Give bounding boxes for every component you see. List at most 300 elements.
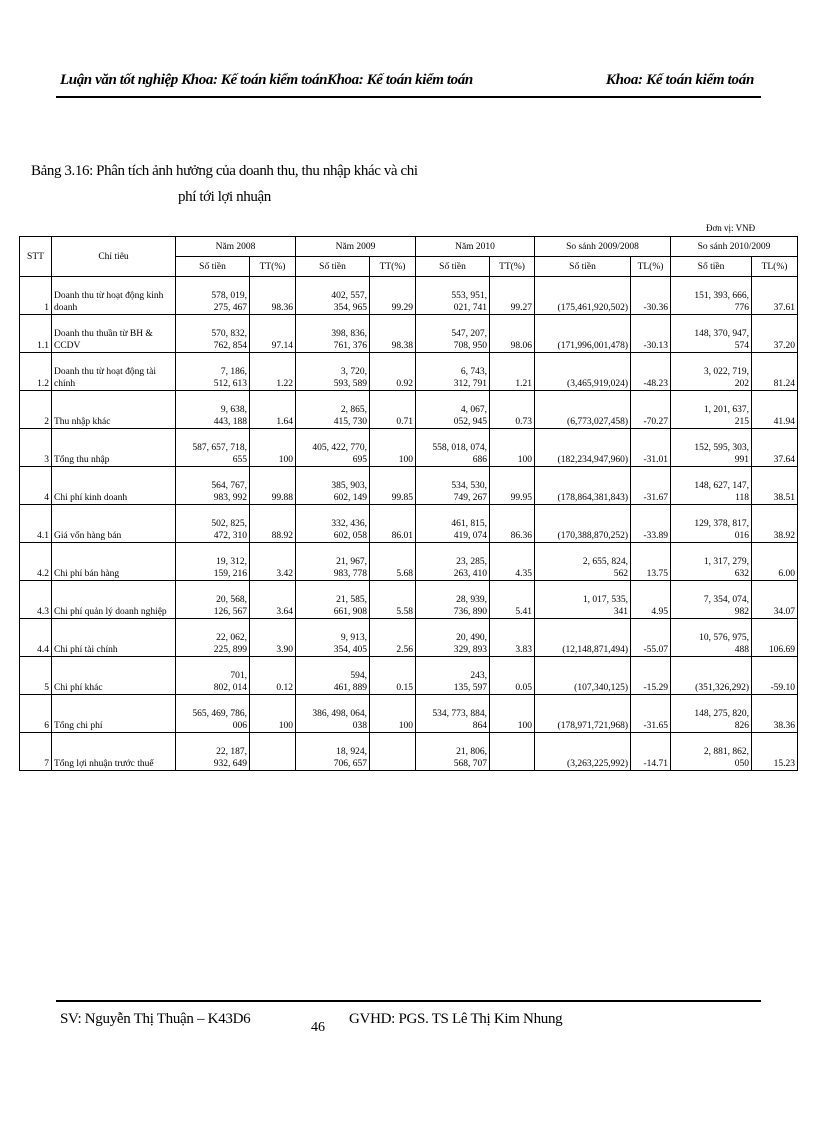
cell-rate-0908: [631, 429, 671, 467]
cell-pct-2009: [370, 619, 416, 657]
cell-pct-2009: [370, 543, 416, 581]
cell-amount-2008: [176, 657, 250, 695]
cell-pct-2010: [490, 277, 535, 315]
cell-label-text: Chi phí khác: [54, 683, 103, 693]
cell-pct-2009-text: 86.01: [391, 531, 413, 541]
cell-rate-0908: [631, 315, 671, 353]
header-right-text: Khoa: Kế toán kiểm toán: [605, 72, 754, 88]
cell-amount-1009-text: 152, 595, 303, 991: [694, 443, 749, 465]
cell-rate-0908-text: -48.23: [643, 379, 668, 389]
cell-amount-2009-text: 332, 436, 602, 058: [331, 519, 367, 541]
cell-amount-2010-text: 547, 207, 708, 950: [451, 329, 487, 351]
cell-amount-2009: [296, 695, 370, 733]
header-divider: [56, 96, 761, 98]
cell-amount-2010: [416, 391, 490, 429]
cell-pct-2008-text: 88.92: [271, 531, 293, 541]
subheader-amount-2009: Số tiền: [296, 257, 370, 277]
cell-stt-text: 4.1: [37, 531, 49, 541]
table-row: [20, 733, 798, 771]
table-row: [20, 429, 798, 467]
cell-amount-0908: [535, 505, 631, 543]
cell-pct-2008-text: 3.42: [276, 569, 293, 579]
header-year-2009: Năm 2009: [296, 237, 416, 257]
cell-rate-0908-text: -30.13: [643, 341, 668, 351]
cell-label: [52, 315, 176, 353]
table-title-line1: Bảng 3.16: Phân tích ảnh hưởng của doanh thu, thu nhập khác và chi: [31, 163, 418, 179]
cell-rate-1009-text: 37.61: [773, 303, 795, 313]
cell-amount-1009-text: 1, 317, 279, 632: [703, 557, 749, 579]
cell-amount-2008-text: 20, 568, 126, 567: [213, 595, 247, 617]
cell-amount-2008-text: 19, 312, 159, 216: [213, 557, 247, 579]
table-row: [20, 505, 798, 543]
cell-pct-2010-text: 99.27: [510, 303, 532, 313]
cell-amount-1009: [671, 505, 752, 543]
cell-label: [52, 733, 176, 771]
cell-amount-2008: [176, 505, 250, 543]
cell-label: [52, 695, 176, 733]
cell-amount-2010-text: 23, 285, 263, 410: [453, 557, 487, 579]
cell-amount-2008-text: 587, 657, 718, 655: [192, 443, 247, 465]
cell-amount-2008: [176, 467, 250, 505]
page-number: 46: [311, 1020, 325, 1035]
cell-rate-1009: [752, 619, 798, 657]
cell-rate-0908: [631, 657, 671, 695]
cell-amount-2008-text: 9, 638, 443, 188: [213, 405, 247, 427]
cell-rate-1009-text: 37.20: [773, 341, 795, 351]
cell-pct-2009: [370, 581, 416, 619]
cell-amount-1009: [671, 353, 752, 391]
cell-pct-2010: [490, 695, 535, 733]
cell-amount-2009-text: 402, 557, 354, 965: [331, 291, 367, 313]
cell-pct-2010: [490, 619, 535, 657]
cell-amount-1009-text: 2, 881, 862, 050: [703, 747, 749, 769]
cell-pct-2008-text: 98.36: [271, 303, 293, 313]
cell-pct-2008-text: 1.64: [276, 417, 293, 427]
cell-amount-2008: [176, 315, 250, 353]
cell-pct-2010: [490, 657, 535, 695]
cell-amount-1009-text: 148, 275, 820, 826: [694, 709, 749, 731]
subheader-amount-2010: Số tiền: [416, 257, 490, 277]
cell-amount-2010-text: 461, 815, 419, 074: [451, 519, 487, 541]
cell-pct-2009: [370, 467, 416, 505]
cell-rate-0908-text: 13.75: [646, 569, 668, 579]
cell-amount-2009: [296, 657, 370, 695]
cell-amount-2010: [416, 581, 490, 619]
cell-stt-text: 4.3: [37, 607, 49, 617]
cell-amount-2009: [296, 391, 370, 429]
cell-pct-2008-text: 3.90: [276, 645, 293, 655]
cell-amount-2008: [176, 429, 250, 467]
cell-amount-2009-text: 2, 865, 415, 730: [333, 405, 367, 427]
cell-amount-1009: [671, 619, 752, 657]
cell-amount-2010-text: 20, 490, 329, 893: [453, 633, 487, 655]
cell-amount-0908: [535, 277, 631, 315]
cell-pct-2010: [490, 733, 535, 771]
cell-amount-2008-text: 7, 186, 512, 613: [213, 367, 247, 389]
cell-amount-0908: [535, 657, 631, 695]
cell-amount-0908-text: (170,388,870,252): [557, 531, 628, 541]
cell-amount-0908-text: (3,263,225,992): [567, 759, 628, 769]
cell-label-text: Chi phí quản lý doanh nghiệp: [54, 607, 167, 617]
unit-label: Đơn vị: VNĐ: [706, 223, 756, 233]
cell-pct-2010-text: 99.95: [510, 493, 532, 503]
cell-label-text: Doanh thu thuần từ BH & CCDV: [54, 329, 153, 351]
cell-amount-0908: [535, 733, 631, 771]
cell-amount-1009: [671, 581, 752, 619]
cell-amount-1009: [671, 467, 752, 505]
cell-amount-2008-text: 564, 767, 983, 992: [211, 481, 247, 503]
cell-amount-1009: [671, 695, 752, 733]
cell-rate-1009: [752, 543, 798, 581]
cell-amount-2009-text: 594, 461, 889: [333, 671, 367, 693]
cell-rate-1009-text: 34.07: [773, 607, 795, 617]
cell-rate-0908-text: -31.67: [643, 493, 668, 503]
cell-amount-2009-text: 386, 498, 064, 038: [312, 709, 367, 731]
cell-amount-2009-text: 21, 585, 661, 908: [333, 595, 367, 617]
cell-amount-0908: [535, 315, 631, 353]
cell-amount-0908: [535, 391, 631, 429]
table-body: [20, 277, 798, 771]
cell-pct-2009-text: 5.68: [396, 569, 413, 579]
cell-stt: [20, 543, 52, 581]
cell-rate-1009: [752, 429, 798, 467]
footer-divider: [56, 1000, 761, 1002]
cell-pct-2010: [490, 581, 535, 619]
cell-stt-text: 4: [44, 493, 49, 503]
cell-rate-0908-text: -55.07: [643, 645, 668, 655]
cell-amount-0908-text: (178,971,721,968): [557, 721, 628, 731]
cell-amount-2010-text: 534, 530, 749, 267: [451, 481, 487, 503]
cell-stt: [20, 353, 52, 391]
cell-amount-2010: [416, 277, 490, 315]
cell-amount-2008: [176, 391, 250, 429]
cell-amount-2008: [176, 581, 250, 619]
cell-amount-0908-text: (6,773,027,458): [567, 417, 628, 427]
header-compare-0908: So sánh 2009/2008: [535, 237, 671, 257]
cell-amount-2008-text: 502, 825, 472, 310: [211, 519, 247, 541]
cell-rate-0908-text: -31.01: [643, 455, 668, 465]
cell-label-text: Doanh thu từ hoạt động kinh doanh: [54, 291, 164, 313]
cell-pct-2009: [370, 391, 416, 429]
cell-amount-2009: [296, 581, 370, 619]
cell-pct-2009-text: 99.29: [391, 303, 413, 313]
cell-amount-2010: [416, 429, 490, 467]
cell-amount-2009-text: 9, 913, 354, 405: [333, 633, 367, 655]
cell-pct-2010-text: 100: [517, 721, 532, 731]
cell-stt-text: 1.1: [37, 341, 49, 351]
cell-amount-2010: [416, 733, 490, 771]
cell-amount-2008-text: 570, 832, 762, 854: [211, 329, 247, 351]
cell-amount-1009: [671, 657, 752, 695]
cell-rate-1009: [752, 733, 798, 771]
cell-pct-2008: [250, 733, 296, 771]
cell-amount-0908: [535, 581, 631, 619]
cell-pct-2009: [370, 695, 416, 733]
cell-amount-0908: [535, 695, 631, 733]
cell-stt-text: 5: [44, 683, 49, 693]
cell-stt-text: 2: [44, 417, 49, 427]
table-row: [20, 581, 798, 619]
cell-amount-2009-text: 398, 836, 761, 376: [331, 329, 367, 351]
subheader-pct-2009: TT(%): [370, 257, 416, 277]
cell-rate-1009-text: 37.64: [773, 455, 795, 465]
cell-rate-0908: [631, 391, 671, 429]
cell-rate-1009: [752, 581, 798, 619]
cell-amount-2010-text: 21, 806, 568, 707: [453, 747, 487, 769]
table-row: [20, 315, 798, 353]
cell-stt: [20, 315, 52, 353]
cell-rate-0908: [631, 277, 671, 315]
cell-label-text: Thu nhập khác: [54, 417, 111, 427]
cell-amount-1009: [671, 429, 752, 467]
cell-rate-1009-text: 15.23: [773, 759, 795, 769]
cell-label: [52, 581, 176, 619]
cell-amount-2008: [176, 277, 250, 315]
header-year-2010: Năm 2010: [416, 237, 535, 257]
cell-stt: [20, 581, 52, 619]
cell-rate-0908: [631, 467, 671, 505]
cell-rate-0908-text: -14.71: [643, 759, 668, 769]
subheader-amount-1009: Số tiền: [671, 257, 752, 277]
table-row: [20, 543, 798, 581]
cell-label-text: Chi phí bán hàng: [54, 569, 120, 579]
cell-pct-2010-text: 1.21: [515, 379, 532, 389]
cell-pct-2008-text: 0.12: [276, 683, 293, 693]
cell-amount-0908: [535, 619, 631, 657]
header-left-text: Luận văn tốt nghiệp Khoa: Kế toán kiểm toánKhoa: Kế toán kiểm toán: [60, 72, 473, 88]
cell-rate-0908: [631, 581, 671, 619]
cell-label-text: Tổng lợi nhuận trước thuế: [54, 759, 154, 769]
cell-amount-0908: [535, 543, 631, 581]
cell-amount-1009-text: 151, 393, 666, 776: [694, 291, 749, 313]
cell-rate-1009: [752, 467, 798, 505]
cell-pct-2009-text: 100: [398, 455, 413, 465]
cell-stt-text: 1: [44, 303, 49, 313]
cell-rate-1009-text: 41.94: [773, 417, 795, 427]
cell-amount-2010: [416, 619, 490, 657]
cell-pct-2009-text: 98.38: [391, 341, 413, 351]
cell-amount-2010: [416, 505, 490, 543]
subheader-pct-2008: TT(%): [250, 257, 296, 277]
cell-label: [52, 429, 176, 467]
cell-rate-0908-text: 4.95: [651, 607, 668, 617]
cell-rate-1009: [752, 657, 798, 695]
cell-pct-2010: [490, 467, 535, 505]
table-row: [20, 657, 798, 695]
cell-amount-1009: [671, 277, 752, 315]
cell-pct-2009: [370, 657, 416, 695]
cell-label-text: Giá vốn hàng bán: [54, 531, 122, 541]
cell-amount-2010: [416, 657, 490, 695]
cell-amount-2008-text: 22, 187, 932, 649: [213, 747, 247, 769]
cell-rate-1009-text: 38.36: [773, 721, 795, 731]
cell-label-text: Doanh thu từ hoạt động tài chính: [54, 367, 156, 389]
cell-amount-2010-text: 28, 939, 736, 890: [453, 595, 487, 617]
cell-pct-2008: [250, 277, 296, 315]
cell-amount-0908: [535, 467, 631, 505]
cell-amount-2009-text: 385, 903, 602, 149: [331, 481, 367, 503]
cell-pct-2009-text: 100: [398, 721, 413, 731]
cell-pct-2008: [250, 543, 296, 581]
table-row: [20, 391, 798, 429]
cell-amount-2010-text: 6, 743, 312, 791: [453, 367, 487, 389]
cell-rate-0908-text: -31.65: [643, 721, 668, 731]
cell-pct-2009: [370, 277, 416, 315]
table-row: [20, 467, 798, 505]
footer-supervisor: GVHD: PGS. TS Lê Thị Kim Nhung: [349, 1011, 563, 1027]
cell-amount-1009-text: 10, 576, 975, 488: [699, 633, 749, 655]
cell-label-text: Tổng thu nhập: [54, 455, 110, 465]
cell-amount-1009: [671, 543, 752, 581]
cell-amount-0908-text: 1, 017, 535, 341: [582, 595, 628, 617]
cell-rate-1009-text: 81.24: [773, 379, 795, 389]
cell-stt: [20, 467, 52, 505]
cell-amount-2008-text: 701, 802, 014: [213, 671, 247, 693]
cell-pct-2010-text: 100: [517, 455, 532, 465]
cell-pct-2009-text: 5.58: [396, 607, 413, 617]
cell-label: [52, 467, 176, 505]
cell-amount-2009-text: 18, 924, 706, 657: [333, 747, 367, 769]
cell-rate-1009: [752, 695, 798, 733]
cell-amount-2010-text: 558, 018, 074, 686: [432, 443, 487, 465]
subheader-rate-1009: TL(%): [752, 257, 798, 277]
cell-amount-1009: [671, 391, 752, 429]
cell-amount-2009: [296, 277, 370, 315]
cell-pct-2009-text: 0.15: [396, 683, 413, 693]
profit-analysis-table: [19, 236, 798, 771]
table-row: [20, 619, 798, 657]
cell-rate-1009: [752, 277, 798, 315]
cell-amount-2009-text: 21, 967, 983, 778: [333, 557, 367, 579]
cell-pct-2008: [250, 315, 296, 353]
header-year-2008: Năm 2008: [176, 237, 296, 257]
cell-rate-0908: [631, 733, 671, 771]
cell-stt-text: 3: [44, 455, 49, 465]
cell-pct-2010-text: 0.05: [515, 683, 532, 693]
cell-amount-2009: [296, 467, 370, 505]
cell-label-text: Chi phí tài chính: [54, 645, 118, 655]
cell-amount-2009: [296, 619, 370, 657]
cell-pct-2010: [490, 391, 535, 429]
cell-rate-0908-text: -30.36: [643, 303, 668, 313]
cell-rate-0908-text: -33.89: [643, 531, 668, 541]
cell-pct-2008: [250, 467, 296, 505]
cell-pct-2008-text: 100: [278, 455, 293, 465]
cell-pct-2008: [250, 695, 296, 733]
cell-amount-2008-text: 578, 019, 275, 467: [211, 291, 247, 313]
cell-pct-2010: [490, 315, 535, 353]
cell-pct-2009-text: 0.92: [396, 379, 413, 389]
cell-amount-2010: [416, 353, 490, 391]
cell-rate-0908: [631, 695, 671, 733]
cell-label: [52, 619, 176, 657]
cell-rate-0908: [631, 543, 671, 581]
cell-stt: [20, 619, 52, 657]
cell-rate-0908: [631, 353, 671, 391]
cell-amount-0908-text: (178,864,381,843): [557, 493, 628, 503]
cell-pct-2009: [370, 429, 416, 467]
cell-pct-2010: [490, 429, 535, 467]
cell-stt-text: 4.4: [37, 645, 49, 655]
cell-label: [52, 505, 176, 543]
cell-amount-0908: [535, 353, 631, 391]
cell-amount-2010-text: 553, 951, 021, 741: [451, 291, 487, 313]
cell-pct-2010-text: 4.35: [515, 569, 532, 579]
cell-amount-2008-text: 22, 062, 225, 899: [213, 633, 247, 655]
cell-rate-0908-text: -15.29: [643, 683, 668, 693]
cell-pct-2009-text: 2.56: [396, 645, 413, 655]
cell-label-text: Chi phí kinh doanh: [54, 493, 128, 503]
cell-amount-1009-text: 7, 354, 074, 982: [703, 595, 749, 617]
cell-label: [52, 277, 176, 315]
cell-stt: [20, 391, 52, 429]
cell-pct-2010-text: 86.36: [510, 531, 532, 541]
cell-amount-0908-text: (12,148,871,494): [562, 645, 628, 655]
cell-amount-2009: [296, 429, 370, 467]
cell-rate-1009: [752, 315, 798, 353]
cell-rate-0908: [631, 505, 671, 543]
cell-rate-1009-text: 38.92: [773, 531, 795, 541]
cell-amount-2009: [296, 733, 370, 771]
cell-label-text: Tổng chi phí: [54, 721, 103, 731]
cell-pct-2008: [250, 353, 296, 391]
cell-pct-2009-text: 0.71: [396, 417, 413, 427]
cell-rate-0908: [631, 619, 671, 657]
cell-pct-2010-text: 3.83: [515, 645, 532, 655]
footer-student: SV: Nguyễn Thị Thuận – K43D6: [60, 1011, 251, 1027]
table-row: [20, 353, 798, 391]
cell-label: [52, 543, 176, 581]
cell-stt: [20, 695, 52, 733]
cell-amount-1009: [671, 315, 752, 353]
cell-amount-0908: [535, 429, 631, 467]
cell-rate-0908-text: -70.27: [643, 417, 668, 427]
subheader-amount-2008: Số tiền: [176, 257, 250, 277]
cell-amount-2008: [176, 733, 250, 771]
cell-amount-0908-text: (182,234,947,960): [557, 455, 628, 465]
cell-amount-2010-text: 4, 067, 052, 945: [453, 405, 487, 427]
cell-pct-2008: [250, 657, 296, 695]
cell-amount-2010-text: 243, 135, 597: [453, 671, 487, 693]
cell-amount-2010: [416, 543, 490, 581]
cell-pct-2008-text: 1.22: [276, 379, 293, 389]
cell-pct-2008: [250, 505, 296, 543]
subheader-amount-0908: Số tiền: [535, 257, 631, 277]
cell-amount-2008-text: 565, 469, 786, 006: [192, 709, 247, 731]
cell-pct-2008: [250, 391, 296, 429]
header-stt: STT: [20, 237, 52, 277]
cell-rate-1009: [752, 391, 798, 429]
cell-amount-0908-text: (107,340,125): [574, 683, 628, 693]
cell-pct-2008-text: 100: [278, 721, 293, 731]
cell-amount-2009: [296, 505, 370, 543]
cell-pct-2009: [370, 315, 416, 353]
table-row: [20, 277, 798, 315]
cell-amount-2010-text: 534, 773, 884, 864: [432, 709, 487, 731]
cell-stt-text: 4.2: [37, 569, 49, 579]
cell-pct-2008-text: 3.64: [276, 607, 293, 617]
cell-pct-2008-text: 99.88: [271, 493, 293, 503]
cell-rate-1009-text: 38.51: [773, 493, 795, 503]
table-header-row: [20, 237, 798, 257]
cell-amount-1009-text: 148, 627, 147, 118: [694, 481, 749, 503]
subheader-pct-2010: TT(%): [490, 257, 535, 277]
cell-pct-2010: [490, 353, 535, 391]
cell-stt-text: 7: [44, 759, 49, 769]
cell-amount-2010: [416, 467, 490, 505]
header-chitieu: Chỉ tiêu: [52, 237, 176, 277]
table-row: [20, 695, 798, 733]
